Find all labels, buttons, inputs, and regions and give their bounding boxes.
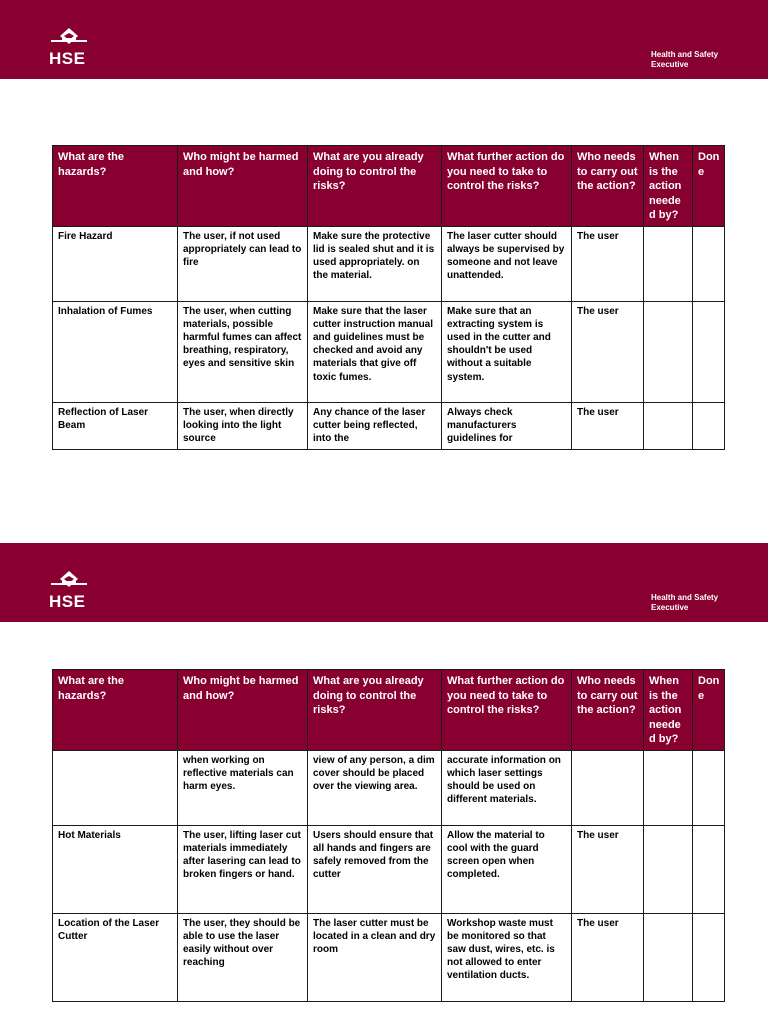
- done-cell: [693, 913, 725, 1001]
- risk-assessment-table: [52, 669, 725, 1002]
- organisation-name-line-2: Executive: [651, 60, 689, 69]
- hazard-cell: Fire Hazard: [53, 226, 178, 301]
- current-controls-cell: view of any person, a dim cover should be placed over the viewing area.: [308, 750, 442, 825]
- column-header-who-harmed: Who might be harmed and how?: [178, 146, 308, 227]
- hazard-cell: Inhalation of Fumes: [53, 301, 178, 402]
- organisation-name: [651, 50, 718, 70]
- done-cell: [693, 750, 725, 825]
- action-when-cell: [644, 750, 693, 825]
- further-action-cell: Workshop waste must be monitored so that saw dust, wires, etc. is not allowed to enter ventilation ducts.: [442, 913, 572, 1001]
- page-gap: [0, 520, 768, 543]
- column-header-done: Don e: [693, 670, 725, 751]
- current-controls-cell: Any chance of the laser cutter being reflected, into the: [308, 402, 442, 449]
- action-by-cell: [572, 750, 644, 825]
- hazard-cell: Hot Materials: [53, 825, 178, 913]
- current-controls-cell: The laser cutter must be located in a clean and dry room: [308, 913, 442, 1001]
- action-when-cell: [644, 402, 693, 449]
- organisation-name-line-2: Executive: [651, 603, 689, 612]
- document-page-2: [0, 543, 768, 1024]
- current-controls-cell: Make sure the protective lid is sealed shut and it is used appropriately. on the material.: [308, 226, 442, 301]
- who-harmed-cell: The user, lifting laser cut materials immediately after lasering can lead to broken fingers or hand.: [178, 825, 308, 913]
- hse-logo-text: HSE: [49, 49, 86, 68]
- action-when-cell: [644, 913, 693, 1001]
- column-header-who-harmed: Who might be harmed and how?: [178, 670, 308, 751]
- action-by-cell: The user: [572, 402, 644, 449]
- done-cell: [693, 226, 725, 301]
- current-controls-cell: Make sure that the laser cutter instruction manual and guidelines must be checked and avoid any materials that give off toxic fumes.: [308, 301, 442, 402]
- organisation-name: [651, 593, 718, 613]
- table-row: [53, 750, 725, 825]
- table-row: [53, 913, 725, 1001]
- who-harmed-cell: The user, when cutting materials, possible harmful fumes can affect breathing, respiratory, eyes and sensitive skin: [178, 301, 308, 402]
- table-header-row: [53, 670, 725, 751]
- who-harmed-cell: The user, when directly looking into the light source: [178, 402, 308, 449]
- column-header-further-action: What further action do you need to take to control the risks?: [442, 670, 572, 751]
- table-row: [53, 825, 725, 913]
- column-header-current-controls: What are you already doing to control the risks?: [308, 146, 442, 227]
- hazard-cell: Location of the Laser Cutter: [53, 913, 178, 1001]
- column-header-action-when: When is the action neede d by?: [644, 670, 693, 751]
- risk-assessment-table: [52, 145, 725, 450]
- table-header-row: [53, 146, 725, 227]
- hse-logo-text: HSE: [49, 592, 86, 611]
- current-controls-cell: Users should ensure that all hands and fingers are safely removed from the cutter: [308, 825, 442, 913]
- page-header: [0, 543, 768, 622]
- further-action-cell: Allow the material to cool with the guard screen open when completed.: [442, 825, 572, 913]
- column-header-current-controls: What are you already doing to control the risks?: [308, 670, 442, 751]
- who-harmed-cell: The user, if not used appropriately can lead to fire: [178, 226, 308, 301]
- further-action-cell: Always check manufacturers guidelines for: [442, 402, 572, 449]
- done-cell: [693, 402, 725, 449]
- action-by-cell: The user: [572, 825, 644, 913]
- hazard-cell: [53, 750, 178, 825]
- column-header-hazards: What are the hazards?: [53, 146, 178, 227]
- action-by-cell: The user: [572, 226, 644, 301]
- page-header: [0, 0, 768, 79]
- done-cell: [693, 825, 725, 913]
- further-action-cell: The laser cutter should always be supervised by someone and not leave unattended.: [442, 226, 572, 301]
- action-when-cell: [644, 825, 693, 913]
- column-header-done: Don e: [693, 146, 725, 227]
- column-header-hazards: What are the hazards?: [53, 670, 178, 751]
- further-action-cell: Make sure that an extracting system is used in the cutter and shouldn't be used without a suitable system.: [442, 301, 572, 402]
- table-row: [53, 226, 725, 301]
- column-header-further-action: What further action do you need to take to control the risks?: [442, 146, 572, 227]
- who-harmed-cell: when working on reflective materials can harm eyes.: [178, 750, 308, 825]
- hazard-cell: Reflection of Laser Beam: [53, 402, 178, 449]
- action-by-cell: The user: [572, 913, 644, 1001]
- column-header-action-when: When is the action neede d by?: [644, 146, 693, 227]
- organisation-name-line-1: Health and Safety: [651, 593, 719, 602]
- done-cell: [693, 301, 725, 402]
- action-when-cell: [644, 226, 693, 301]
- who-harmed-cell: The user, they should be able to use the laser easily without over reaching: [178, 913, 308, 1001]
- action-by-cell: The user: [572, 301, 644, 402]
- action-when-cell: [644, 301, 693, 402]
- further-action-cell: accurate information on which laser settings should be used on different materials.: [442, 750, 572, 825]
- organisation-name-line-1: Health and Safety: [651, 50, 719, 59]
- table-row: [53, 402, 725, 449]
- column-header-action-by-who: Who needs to carry out the action?: [572, 670, 644, 751]
- table-row: [53, 301, 725, 402]
- column-header-action-by-who: Who needs to carry out the action?: [572, 146, 644, 227]
